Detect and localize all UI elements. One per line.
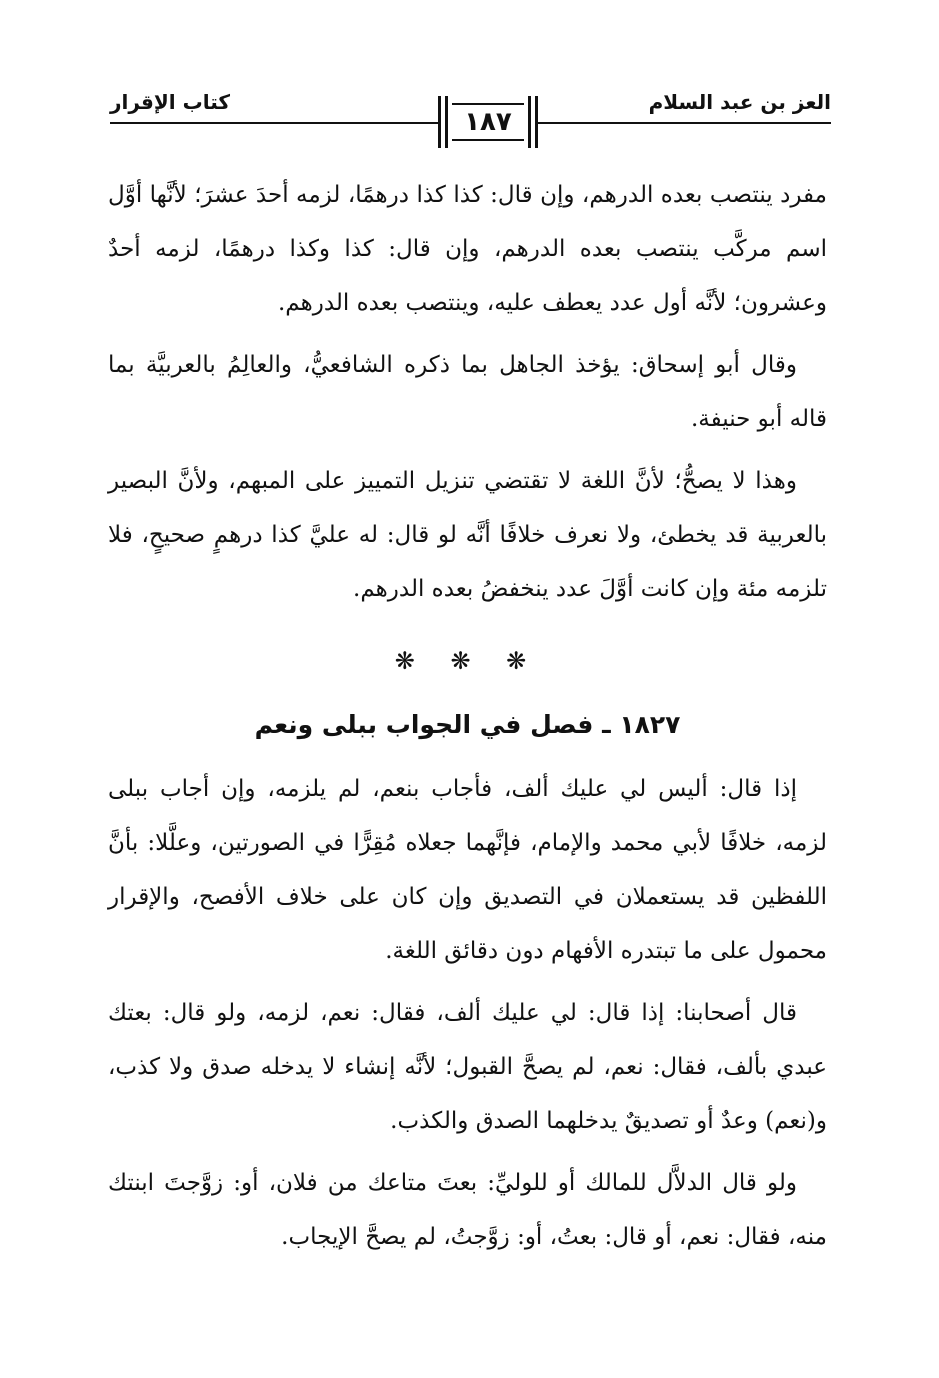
- frame-ornament-left: [438, 96, 448, 148]
- page-number-frame: [438, 96, 538, 148]
- paragraph: وهذا لا يصحُّ؛ لأنَّ اللغة لا تقتضي تنزيل التمييز على المبهم، ولأنَّ البصير بالعربية قد يخطئ، ولا نعرف خلافًا أنَّه لو قال: له عليَّ كذا درهمٍ صحيحٍ، فلا تلزمه مئة وإن كانت أوَّلَ عدد ينخفضُ بعده الدرهم.: [108, 468, 827, 602]
- paragraph: إذا قال: أليس لي عليك ألف، فأجاب بنعم، لم يلزمه، وإن أجاب ببلى لزمه، خلافًا لأبي محمد والإمام، فإنَّهما جعلاه مُقِرًّا في الصورتين، وعلَّلا: بأنَّ اللفظين قد يستعملان في التصديق وإن كان على خلاف الأفصح، والإقرار محمول على ما تبتدره الأفهام دون دقائق اللغة.: [108, 776, 827, 964]
- paragraph: وقال أبو إسحاق: يؤخذ الجاهل بما ذكره الشافعيُّ، والعالِمُ بالعربيَّة بما قاله أبو حنيفة.: [108, 352, 827, 432]
- header-author: العز بن عبد السلام: [648, 90, 831, 114]
- paragraph: ولو قال الدلاَّل للمالك أو للوليِّ: بعتَ متاعك من فلان، أو: زوَّجتَ ابنتك منه، فقال: نعم، أو قال: بعتُ، أو: زوَّجتُ، لم يصحَّ الإيجاب.: [108, 1170, 827, 1250]
- header-book-title: كتاب الإقرار: [110, 90, 231, 114]
- section-separator: ❋ ❋ ❋: [394, 647, 541, 675]
- frame-ornament-right: [528, 96, 538, 148]
- paragraph: مفرد ينتصب بعده الدرهم، وإن قال: كذا كذا درهمًا، لزمه أحدَ عشرَ؛ لأنَّها أوَّل اسم مركَّب ينتصب بعده الدرهم، وإن قال: كذا وكذا درهمًا، لزمه أحدٌ وعشرون؛ لأنَّه أول عدد يعطف عليه، وينتصب بعده الدرهم.: [108, 182, 827, 316]
- page-number: ١٨٧: [452, 103, 524, 141]
- paragraph: قال أصحابنا: إذا قال: لي عليك ألف، فقال: نعم، لزمه، ولو قال: بعتك عبدي بألف، فقال: نعم، لم يصحَّ القبول؛ لأنَّه إنشاء لا يدخله صدق ولا كذب، و(نعم) وعدٌ أو تصديقٌ يدخلهما الصدق والكذب.: [108, 1000, 827, 1134]
- page-header: [110, 84, 831, 154]
- page-body: [108, 168, 827, 1272]
- section-heading: ١٨٢٧ ـ فصل في الجواب ببلى ونعم: [254, 710, 681, 739]
